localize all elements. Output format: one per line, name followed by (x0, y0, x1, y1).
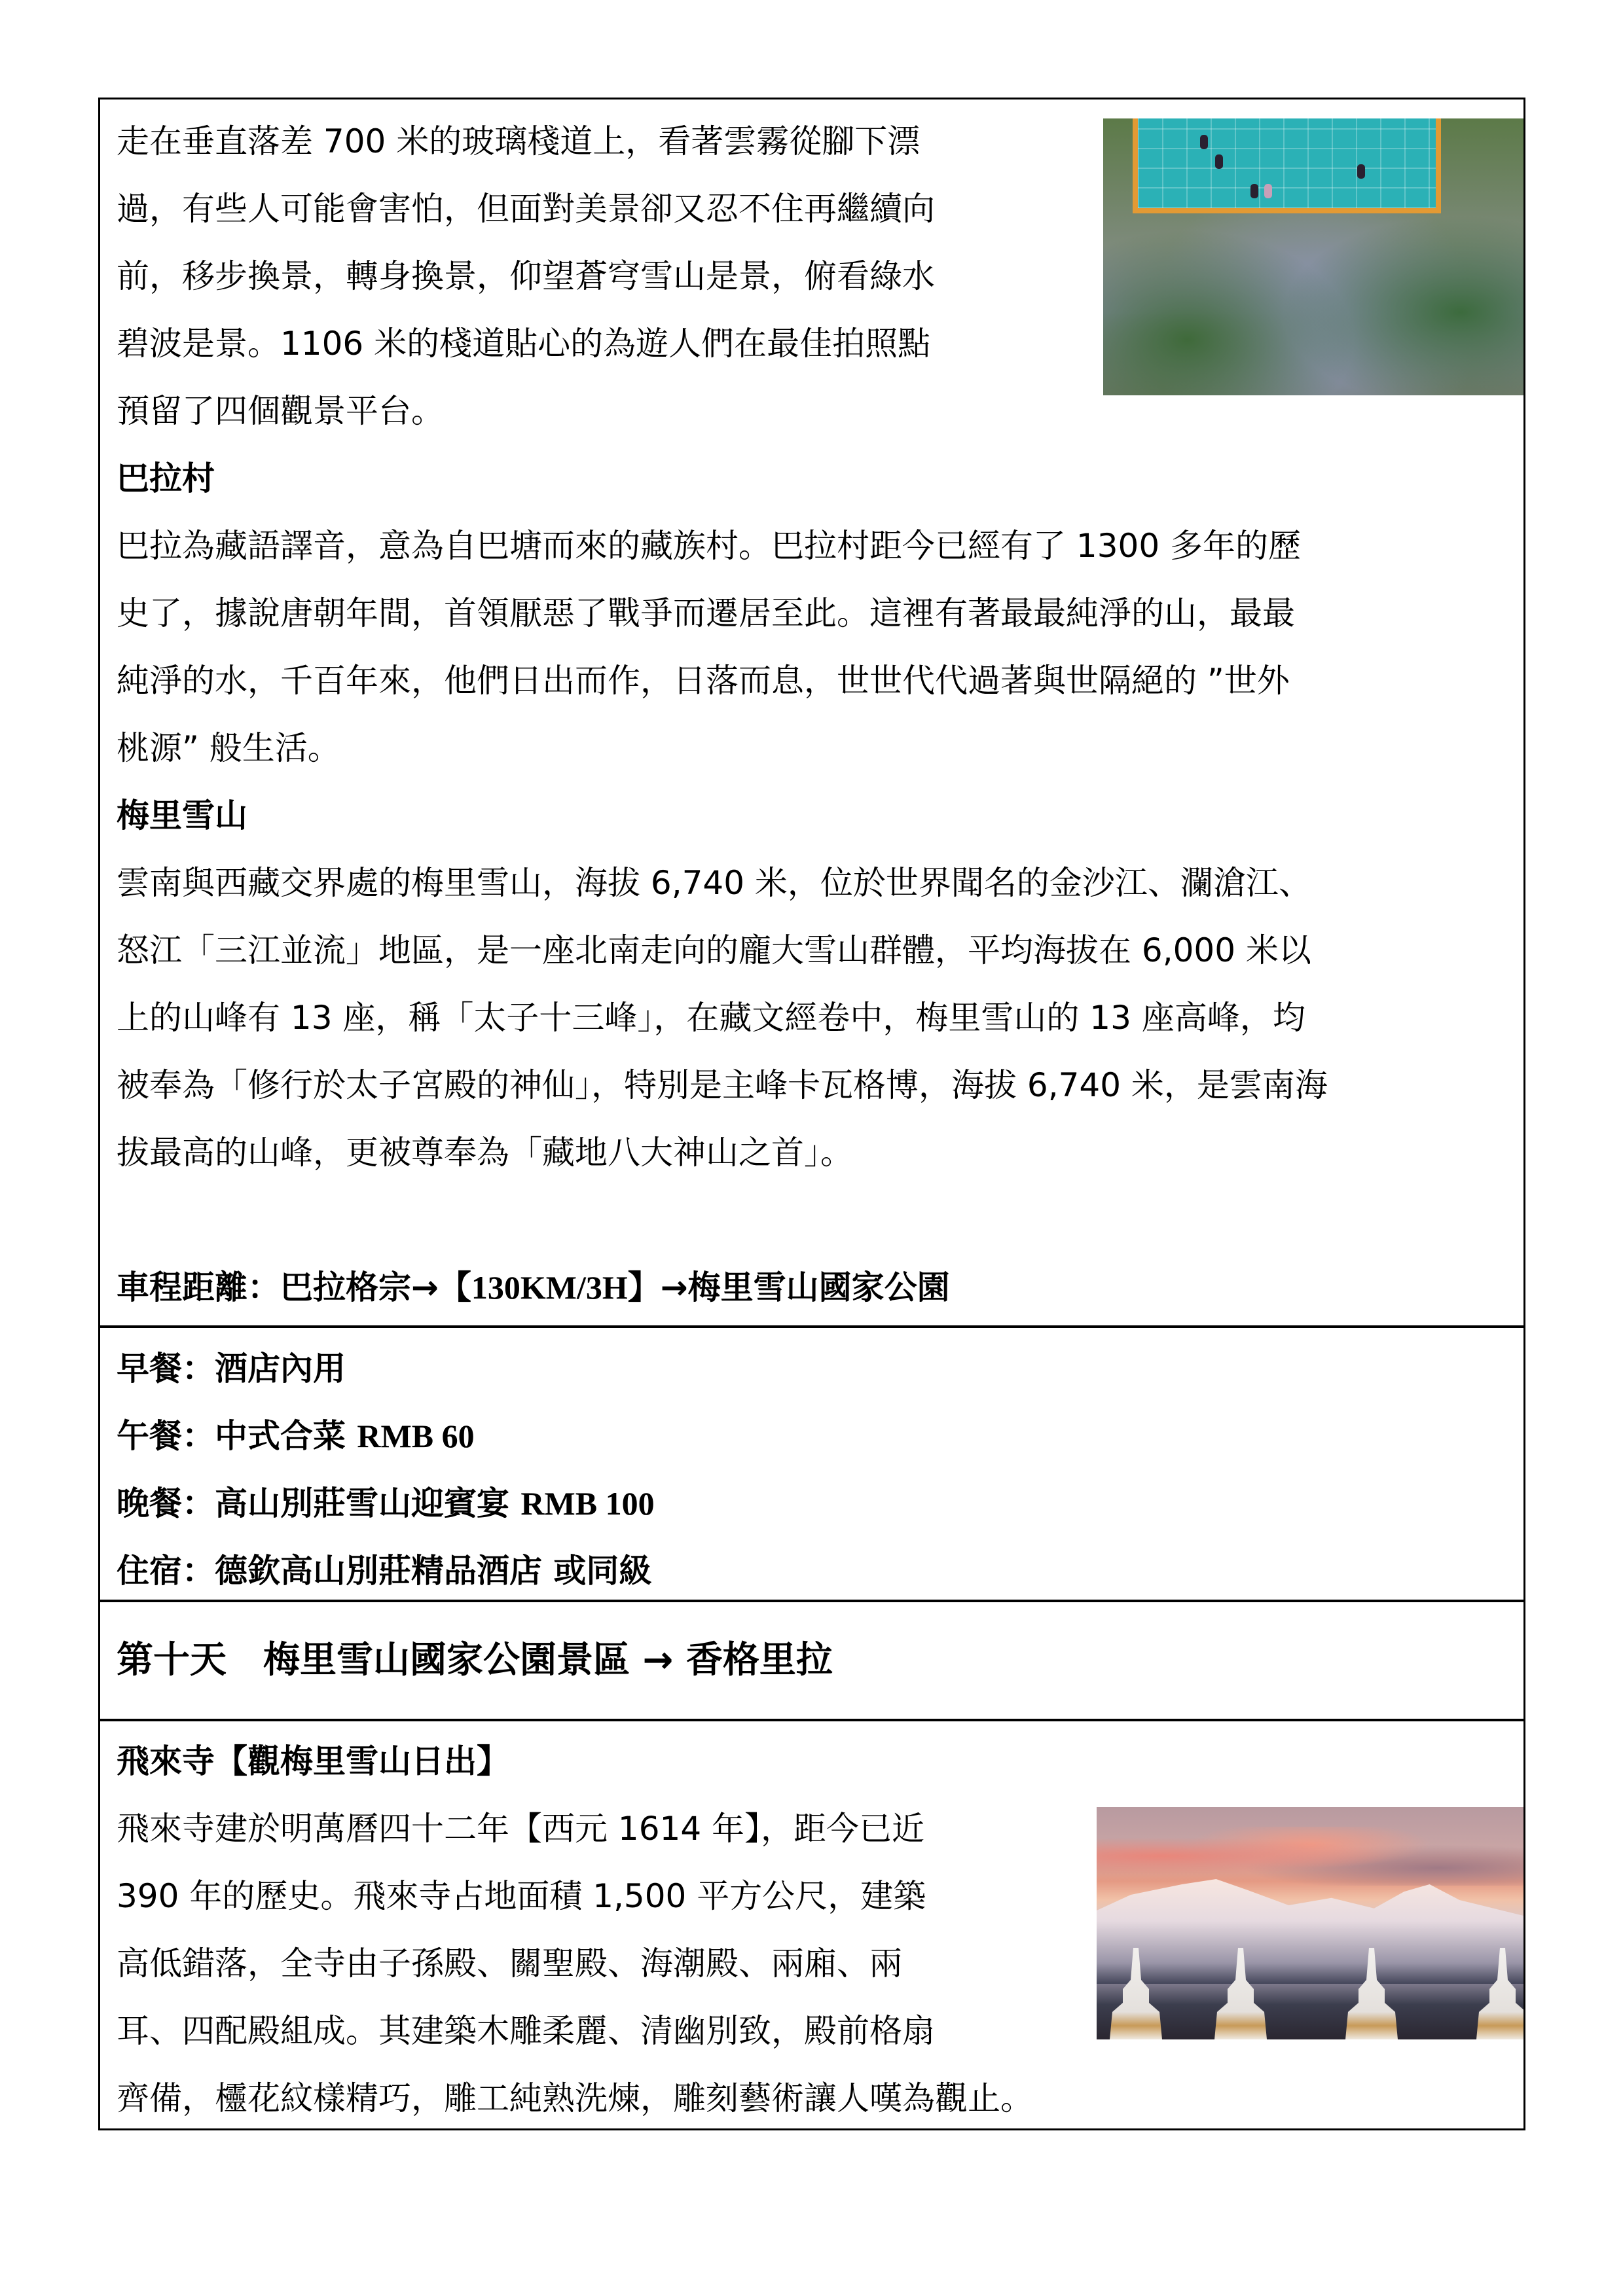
lunch-label: 午餐：中式合菜 (117, 1417, 357, 1455)
meal-breakfast (117, 1335, 346, 1403)
meili-title: 梅里雪山 (117, 797, 247, 834)
bala-line-3: 純淨的水，千百年來，他們日出而作，日落而息，世世代代過著與世隔絕的 ”世外 (117, 662, 1290, 700)
meal-dinner (117, 1470, 655, 1537)
feilai-line-5: 齊備，欞花紋樣精巧，雕工純熟洗煉，雕刻藝術讓人嘆為觀止。 (117, 2079, 1033, 2117)
clouds (1097, 1827, 1523, 1886)
bala-line-4: 桃源” 般生活。 (117, 729, 340, 767)
meili-line-2: 怒江「三江並流」地區，是一座北南走向的龐大雪山群體，平均海拔在 6,000 米以 (117, 931, 1311, 969)
bala-line-1: 巴拉為藏語譯音，意為自巴塘而來的藏族村。巴拉村距今已經有了 1300 多年的歷 (117, 527, 1302, 565)
feilai-line-3: 高低錯落，全寺由子孫殿、關聖殿、海潮殿、兩廂、兩 (117, 1945, 902, 1982)
skywalk-line-5: 預留了四個觀景平台。 (117, 392, 444, 430)
lodging-label: 住宿：德欽高山別莊精品酒店 或同級 (117, 1552, 652, 1590)
route-distance-value: 130KM/3H (471, 1269, 628, 1306)
divider-day-content (98, 1719, 1525, 1721)
feilai-line-4: 耳、四配殿組成。其建築木雕柔麗、清幽別致，殿前格扇 (117, 2012, 935, 2050)
skywalk-line-3: 前，移步換景，轉身換景，仰望蒼穹雪山是景，俯看綠水 (117, 257, 935, 295)
breakfast-label: 早餐：酒店內用 (117, 1350, 346, 1388)
meal-lunch (117, 1403, 475, 1470)
lunch-price: RMB 60 (357, 1418, 475, 1454)
dinner-label: 晚餐：高山別莊雪山迎賓宴 (117, 1484, 521, 1522)
snow-ridge (1097, 1879, 1523, 1984)
skywalk-line-1: 走在垂直落差 700 米的玻璃棧道上，看著雲霧從腳下漂 (117, 122, 921, 160)
meili-line-3: 上的山峰有 13 座，稱「太子十三峰」，在藏文經卷中，梅里雪山的 13 座高峰，均 (117, 999, 1305, 1037)
route-distance (117, 1254, 950, 1321)
glass-platform (1133, 118, 1441, 213)
feilai-line-2: 390 年的歷史。飛來寺占地面積 1,500 平方公尺，建築 (117, 1877, 926, 1915)
meili-line-5: 拔最高的山峰，更被尊奉為「藏地八大神山之首」。 (117, 1134, 853, 1172)
skywalk-line-2: 過，有些人可能會害怕，但面對美景卻又忍不住再繼續向 (117, 190, 935, 228)
meili-line-4: 被奉為「修行於太子宮殿的神仙」，特別是主峰卡瓦格博，海拔 6,740 米，是雲南海 (117, 1066, 1328, 1104)
person-figure (1215, 154, 1223, 169)
skywalk-photo (1103, 118, 1523, 395)
person-figure (1250, 184, 1258, 198)
meili-line-1: 雲南與西藏交界處的梅里雪山，海拔 6,740 米，位於世界聞名的金沙江、瀾滄江、 (117, 864, 1311, 902)
divider-meals (98, 1325, 1525, 1328)
lodging (117, 1537, 651, 1605)
skywalk-line-4: 碧波是景。1106 米的棧道貼心的為遊人們在最佳拍照點 (117, 325, 931, 363)
person-figure (1357, 164, 1365, 179)
bala-title: 巴拉村 (117, 459, 215, 497)
person-figure (1264, 184, 1272, 198)
person-figure (1200, 135, 1208, 149)
bala-line-2: 史了，據說唐朝年間，首領厭惡了戰爭而遷居至此。這裡有著最最純淨的山，最最 (117, 594, 1295, 632)
day-10-title: 第十天 梅里雪山國家公園景區 → 香格里拉 (117, 1639, 833, 1681)
route-destination: 】→梅里雪山國家公園 (627, 1268, 950, 1306)
feilai-title: 飛來寺【觀梅里雪山日出】 (117, 1742, 509, 1780)
route-label: 車程距離：巴拉格宗→【 (117, 1268, 471, 1306)
feilai-line-1: 飛來寺建於明萬曆四十二年【西元 1614 年】，距今已近 (117, 1810, 925, 1848)
dinner-price: RMB 100 (520, 1485, 655, 1522)
meili-sunrise-photo (1097, 1807, 1523, 2039)
